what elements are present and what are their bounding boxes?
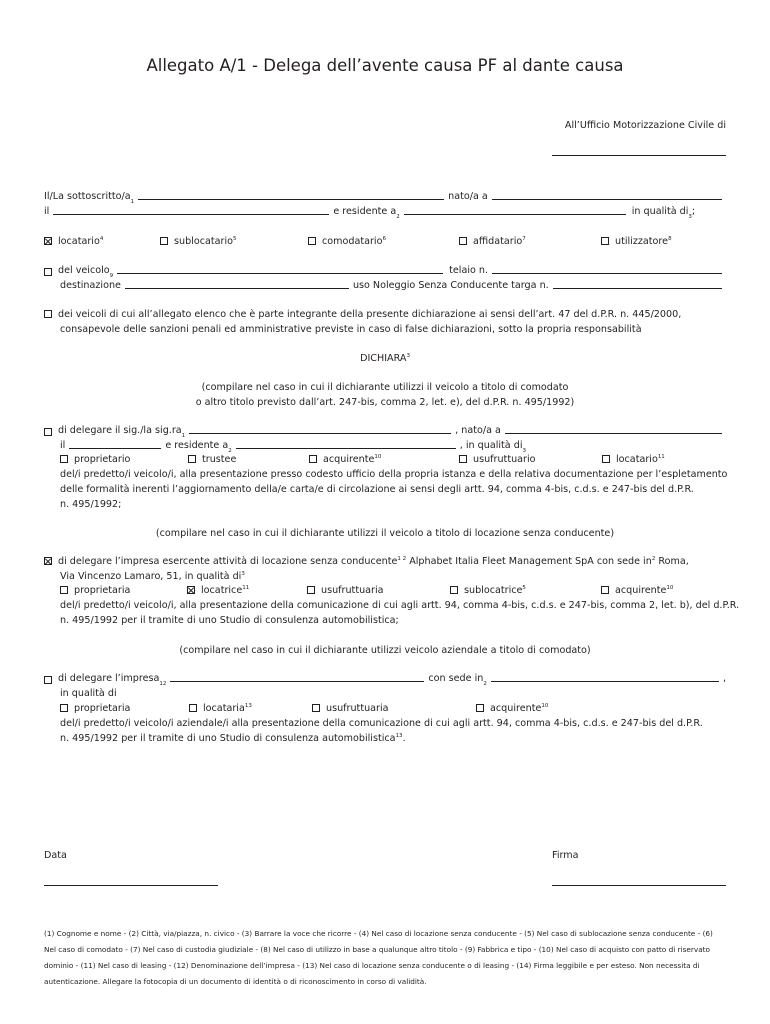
il-label: il xyxy=(60,440,66,451)
chassis-field[interactable] xyxy=(492,273,722,274)
checkbox-icon[interactable] xyxy=(309,455,317,463)
option-locataria[interactable]: locataria$^{13}$ xyxy=(189,703,252,714)
option-acquirente[interactable]: acquirente$^{10}$ xyxy=(476,703,548,714)
destinazione-label: destinazione xyxy=(60,280,121,291)
option-proprietaria[interactable]: proprietaria xyxy=(60,585,130,596)
option-usufruttuario[interactable]: usufruttuario xyxy=(459,454,536,465)
destination-field[interactable] xyxy=(125,288,349,289)
option-acquirente[interactable]: acquirente$^{10}$ xyxy=(601,585,673,596)
checkbox-icon[interactable] xyxy=(307,586,315,594)
checkbox-icon[interactable] xyxy=(60,586,68,594)
section2-line2: Via Vincenzo Lamaro, 51, in qualità $di^3$ xyxy=(60,571,245,582)
option-usufruttuaria[interactable]: usufruttuaria xyxy=(307,585,384,596)
data-label: Data xyxy=(44,850,67,861)
plate-field[interactable] xyxy=(553,288,722,289)
firma-label: Firma xyxy=(552,850,579,861)
qualita-label: , in qualità di xyxy=(459,440,523,451)
option-locatario[interactable]: locatario$^4$ xyxy=(44,236,103,247)
delegate-birthdate-field[interactable] xyxy=(69,448,161,449)
page-title: Allegato A/1 - Delega dell’avente causa PF al dante causa xyxy=(146,56,624,75)
uso-label: uso Noleggio Senza Conducente targa n. xyxy=(352,280,549,291)
veicolo-label: del veicolo xyxy=(58,265,110,276)
checkbox-icon[interactable] xyxy=(160,237,168,245)
option-locatrice[interactable]: locatrice$^{11}$ xyxy=(187,585,249,596)
sede-label: con sede in xyxy=(428,673,484,684)
checkbox-icon[interactable] xyxy=(44,268,52,276)
checkbox-icon[interactable] xyxy=(476,704,484,712)
destinazione-row xyxy=(60,280,726,291)
section1-text2: delle formalità inerenti l’aggiornamento della/e carta/e di circolazione ai sensi degli artt. 94, comma 4-bis, c.d.s. e 247-bis del d.P.R. xyxy=(60,484,694,495)
allegato-line2: consapevole delle sanzioni penali ed amministrative previste in caso di false dichiarazioni, sotto la propria responsabilità xyxy=(60,324,642,335)
sottoscritto-row: Il/La sottoscritto/a 1 nato/a a xyxy=(44,191,726,202)
delegate-birthplace-field[interactable] xyxy=(505,433,722,434)
section3-row1: di delegare l’impresa 12 con sede in 2 , xyxy=(44,673,726,684)
checkbox-checked-icon[interactable] xyxy=(44,237,52,245)
nato-label: , nato/a a xyxy=(455,425,501,436)
residence-field[interactable] xyxy=(404,214,626,215)
checkbox-icon[interactable] xyxy=(450,586,458,594)
section1-head1: (compilare nel caso in cui il dichiarante utilizzi il veicolo a titolo di comodato xyxy=(201,382,569,393)
checkbox-icon[interactable] xyxy=(44,676,52,684)
telaio-label: telaio n. xyxy=(449,265,489,276)
checkbox-icon[interactable] xyxy=(601,586,609,594)
option-proprietaria[interactable]: proprietaria xyxy=(60,703,130,714)
section3-text2: n. 495/1992 per il tramite di uno Studio di consulenza automobilistica$^{13}$. xyxy=(60,733,406,744)
company-seat-field[interactable] xyxy=(491,681,719,682)
dichiara-heading: DICHIARA$^3$ xyxy=(360,353,410,364)
delegate-il-row: il e residente a 2 , in qualità di 3 xyxy=(60,440,526,454)
date-field[interactable] xyxy=(44,885,218,886)
section1-text1: del/i predetto/i veicolo/i, alla presentazione presso codesto ufficio della propria istanza e della relativa documentazione per l’espletamento xyxy=(60,469,728,480)
option-locatario[interactable]: locatario$^{11}$ xyxy=(602,454,665,465)
section2-line1: di delegare l’impresa esercente attività di locazione senza conducente$^{1 2}$ Alphabet Italia Fleet Management SpA con sede $in^2$ Roma, xyxy=(44,556,689,567)
checkbox-icon[interactable] xyxy=(601,237,609,245)
qualita-label: in qualità di xyxy=(631,206,689,217)
impresa-label: di delegare l’impresa xyxy=(58,673,160,684)
punctuation: ; xyxy=(691,206,696,217)
nato-label: nato/a a xyxy=(448,191,488,202)
checkbox-icon[interactable] xyxy=(459,237,467,245)
delegare-label: di delegare il sig./la sig.ra xyxy=(58,425,182,436)
option-sublocatario[interactable]: sublocatario$^5$ xyxy=(160,236,236,247)
il-label: il xyxy=(44,206,50,217)
checkbox-icon[interactable] xyxy=(188,455,196,463)
section3-line2: in qualità di xyxy=(60,688,117,699)
footnotes: (1) Cognome e nome - (2) Città, via/piazza, n. civico - (3) Barrare la voce che ricorre - (4) Nel caso di locazione senza conducente - (5) Nel caso di sublocazione senza conducente - (6) Nel caso di comodato - (7) Nel caso di custodia giudiziale - (8) Nel caso di utilizzo in base a qualunque altro titolo - (9) Fabbrica e tipo - (10) Nel caso di acquisto con patto di riservato dominio - (11) Nel caso di leasing - (12) Denominazione dell’impresa - (13) Nel caso di locazione senza conducente o di leasing - (14) Firma leggibile e per esteso. Non necessita di autenticazione. Allegare la fotocopia di un documento di identità o di riconoscimento in corso di validità. xyxy=(44,929,713,986)
residente-label: e residente a xyxy=(333,206,397,217)
allegato-line1: dei veicoli di cui all’allegato elenco che è parte integrante della presente dichiarazione ai sensi dell’art. 47 del d.P.R. n. 445/2000, xyxy=(44,309,681,320)
section1-head2: o altro titolo previsto dall’art. 247-bis, comma 2, let. e), del d.P.R. n. 495/1992) xyxy=(195,397,575,408)
checkbox-icon[interactable] xyxy=(44,310,52,318)
option-utilizzatore[interactable]: utilizzatore$^8$ xyxy=(601,236,672,247)
option-affidatario[interactable]: affidatario$^7$ xyxy=(459,236,526,247)
checkbox-icon[interactable] xyxy=(312,704,320,712)
ufficio-field[interactable] xyxy=(552,155,726,156)
punctuation: , xyxy=(722,673,726,684)
section2-text1: del/i predetto/i veicolo/i, alla presentazione della comunicazione di cui agli artt. 94, comma 4-bis, c.d.s. e 247-bis, comma 2, let. b), del d.P.R. xyxy=(60,600,740,611)
checkbox-checked-icon[interactable] xyxy=(187,586,195,594)
section3-text1: del/i predetto/i veicolo/i aziendale/i alla presentazione della comunicazione di cui agli artt. 94, comma 4-bis, c.d.s. e 247-bis del d.P.R. xyxy=(60,718,703,729)
name-field[interactable] xyxy=(138,199,444,200)
option-proprietario[interactable]: proprietario xyxy=(60,454,130,465)
delegate-name-field[interactable] xyxy=(189,433,451,434)
birthplace-field[interactable] xyxy=(492,199,722,200)
residente-label: e residente a xyxy=(165,440,229,451)
section1-text3: n. 495/1992; xyxy=(60,499,122,510)
il-row: il e residente a 2 in qualità di 3 ; xyxy=(44,206,696,220)
checkbox-icon[interactable] xyxy=(60,455,68,463)
option-acquirente[interactable]: acquirente$^{10}$ xyxy=(309,454,381,465)
section3-head: (compilare nel caso in cui il dichiarante utilizzi veicolo aziendale a titolo di comodato) xyxy=(179,645,591,656)
veicolo-row: del veicolo 9 telaio n. xyxy=(44,265,726,276)
option-sublocatrice[interactable]: sublocatrice$^5$ xyxy=(450,585,526,596)
checkbox-icon[interactable] xyxy=(308,237,316,245)
option-comodatario[interactable]: comodatario$^6$ xyxy=(308,236,386,247)
option-trustee[interactable]: trustee xyxy=(188,454,236,465)
checkbox-checked-icon[interactable] xyxy=(44,557,52,565)
ufficio-label: All’Ufficio Motorizzazione Civile di xyxy=(564,120,726,131)
delegare-row: di delegare il sig./la sig.ra 1 , nato/a a xyxy=(44,425,726,436)
section2-head: (compilare nel caso in cui il dichiarante utilizzi il veicolo a titolo di locazione senza conducente) xyxy=(155,528,615,539)
signature-field[interactable] xyxy=(552,885,726,886)
checkbox-icon[interactable] xyxy=(602,455,610,463)
checkbox-icon[interactable] xyxy=(459,455,467,463)
checkbox-icon[interactable] xyxy=(189,704,197,712)
checkbox-icon[interactable] xyxy=(60,704,68,712)
option-usufruttuaria[interactable]: usufruttuaria xyxy=(312,703,389,714)
birthdate-field[interactable] xyxy=(53,214,329,215)
delegate-residence-field[interactable] xyxy=(236,448,456,449)
sottoscritto-label: Il/La sottoscritto/a xyxy=(44,191,131,202)
checkbox-icon[interactable] xyxy=(44,428,52,436)
section2-text2: n. 495/1992 per il tramite di uno Studio di consulenza automobilistica; xyxy=(60,615,399,626)
company-field[interactable] xyxy=(170,681,424,682)
vehicle-field[interactable] xyxy=(117,273,443,274)
